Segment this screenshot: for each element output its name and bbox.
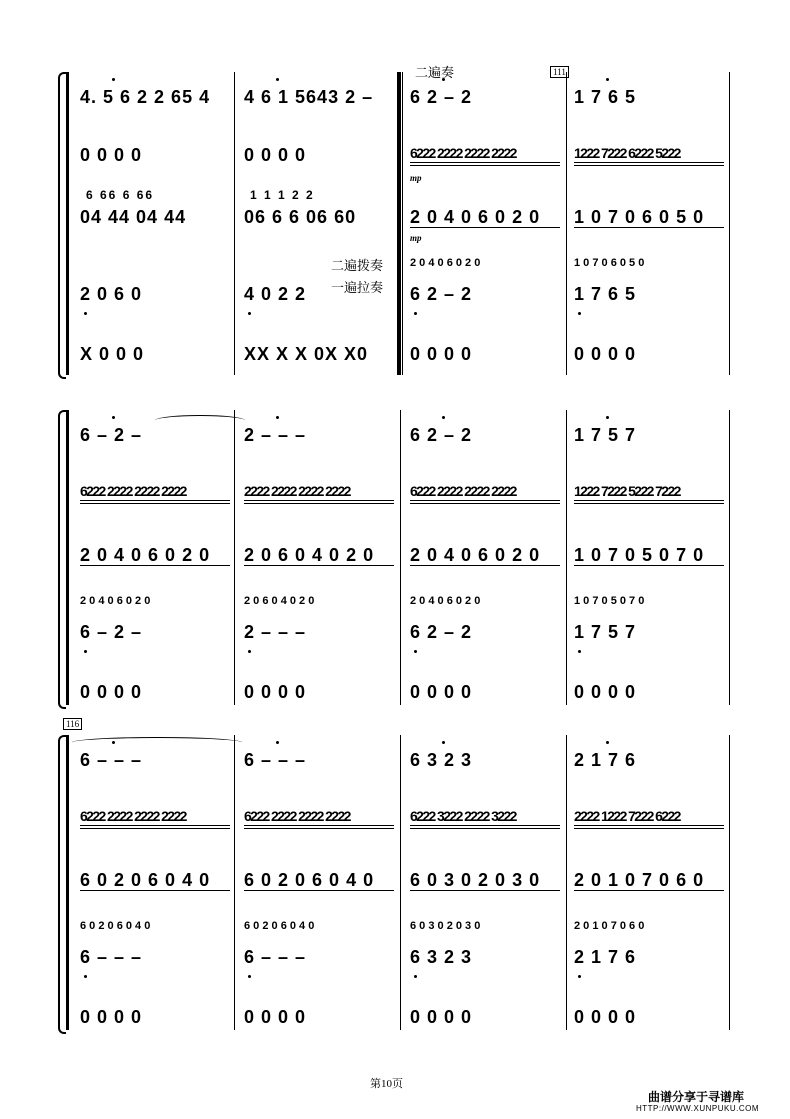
system-brace: [58, 410, 66, 709]
staff-row-4-measure-1: 2 0 4 0 6 0 2 0: [80, 595, 151, 607]
octave-dot: [112, 416, 115, 419]
system-start-barline: [66, 72, 69, 375]
octave-dot: [84, 975, 87, 978]
beam-line: [80, 500, 230, 501]
beam-line: [410, 503, 560, 504]
measure-barline: [729, 72, 730, 375]
annotation-second-time: 二遍奏: [415, 65, 455, 80]
staff-row-5-measure-1: 6 – 2 –: [80, 622, 143, 642]
system-start-barline: [66, 410, 69, 705]
staff-row-6-measure-1: 0 0 0 0: [80, 1007, 143, 1027]
beam-line: [80, 565, 230, 566]
system-brace: [58, 735, 66, 1034]
staff-row-4-measure-4: 1 0 7 0 5 0 7 0: [574, 595, 645, 607]
beam-line: [410, 227, 560, 228]
beam-line: [574, 565, 724, 566]
octave-dot: [442, 416, 445, 419]
annotation-second-pizz: 二遍拨奏: [331, 258, 384, 273]
staff-row-4-measure-3: 2 0 4 0 6 0 2 0: [410, 595, 481, 607]
beam-line: [244, 503, 394, 504]
staff-row-5-measure-1: 2 0 6 0: [80, 284, 143, 304]
octave-dot: [606, 741, 609, 744]
staff-row-6-measure-2: 0 0 0 0: [244, 682, 307, 702]
staff-row-4-measure-1: 6 0 2 0 6 0 4 0: [80, 920, 151, 932]
octave-dot: [276, 78, 279, 81]
staff-row-6-measure-4: 0 0 0 0: [574, 682, 637, 702]
beam-line: [244, 890, 394, 891]
staff-row-5-measure-4: 1 7 6 5: [574, 284, 637, 304]
staff-row-2-measure-1: 0 0 0 0: [80, 145, 143, 165]
staff-row-4-measure-2: 2 0 6 0 4 0 2 0: [244, 595, 315, 607]
measure-barline: [400, 735, 401, 1030]
staff-row-5-measure-4: 2 1 7 6: [574, 947, 637, 967]
staff-row-1-measure-3: 6 2 – 2: [410, 425, 473, 445]
staff-row-2-measure-4: 1222 7222 5222 7222: [574, 483, 680, 499]
staff-row-6-measure-1: X 0 0 0: [80, 344, 145, 364]
staff-row-3-measure-1: 04 44 04 44: [80, 207, 187, 227]
watermark-url: HTTP://WWW.XUNPUKU.COM: [636, 1104, 759, 1113]
page-footer: 第10页: [370, 1078, 403, 1090]
beam-line: [80, 890, 230, 891]
beam-line: [410, 162, 560, 163]
octave-dot: [248, 975, 251, 978]
octave-dot: [414, 650, 417, 653]
octave-dot: [276, 416, 279, 419]
staff-row-1-measure-2: 4 6 1 5643 2 –: [244, 87, 374, 107]
octave-dot: [578, 312, 581, 315]
staff-row-3-measure-1: 2 0 4 0 6 0 2 0: [80, 545, 211, 565]
staff-row-3-measure-4: 2 0 1 0 7 0 6 0: [574, 870, 705, 890]
octave-dot: [606, 78, 609, 81]
staff-row-3-measure-2: 06 6 6 06 60: [244, 207, 357, 227]
staff-row-3-measure-3: 2 0 4 0 6 0 2 0: [410, 545, 541, 565]
staff-row-2-measure-2: 2222 2222 2222 2222: [244, 483, 350, 499]
staff-row-2-measure-4: 1222 7222 6222 5222: [574, 145, 680, 161]
staff-row-1-measure-1: 4. 5 6 2 2 65 4: [80, 87, 211, 107]
watermark-title: 曲谱分享于寻谱库: [648, 1090, 745, 1104]
beam-line: [410, 825, 560, 826]
octave-dot: [248, 650, 251, 653]
octave-dot: [276, 741, 279, 744]
octave-dot: [414, 975, 417, 978]
measure-barline: [729, 735, 730, 1030]
staff-row-6-measure-1: 0 0 0 0: [80, 682, 143, 702]
staff-row-1-measure-4: 1 7 5 7: [574, 425, 637, 445]
octave-dot: [84, 650, 87, 653]
beam-line: [574, 500, 724, 501]
staff-row-2-measure-1: 6222 2222 2222 2222: [80, 483, 186, 499]
measure-barline: [566, 735, 567, 1030]
staff-row-5-measure-2: 6 – – –: [244, 947, 307, 967]
upper-chord-notes-measure-1: 6 66 6 66: [86, 188, 155, 202]
staff-row-2-measure-3: 6222 2222 2222 2222: [410, 483, 516, 499]
staff-row-3-measure-3: 2 0 4 0 6 0 2 0: [410, 207, 541, 227]
repeat-barline-thin: [402, 72, 403, 375]
measure-barline: [400, 410, 401, 705]
staff-row-4-measure-4: 1 0 7 0 6 0 5 0: [574, 257, 645, 269]
staff-row-2-measure-1: 6222 2222 2222 2222: [80, 808, 186, 824]
staff-row-6-measure-4: 0 0 0 0: [574, 344, 637, 364]
beam-line: [80, 503, 230, 504]
measure-barline: [729, 410, 730, 705]
beam-line: [80, 828, 230, 829]
beam-line: [574, 825, 724, 826]
staff-row-1-measure-4: 2 1 7 6: [574, 750, 637, 770]
staff-row-5-measure-3: 6 3 2 3: [410, 947, 473, 967]
upper-chord-notes-measure-2: 1 1 1 2 2: [250, 188, 315, 202]
octave-dot: [442, 741, 445, 744]
beam-line: [410, 828, 560, 829]
staff-row-1-measure-3: 6 3 2 3: [410, 750, 473, 770]
staff-row-1-measure-1: 6 – – –: [80, 750, 143, 770]
staff-row-4-measure-2: 6 0 2 0 6 0 4 0: [244, 920, 315, 932]
beam-line: [410, 565, 560, 566]
measure-barline: [566, 72, 567, 375]
measure-barline: [234, 735, 235, 1030]
staff-row-2-measure-3: 6222 2222 2222 2222: [410, 145, 516, 161]
staff-row-2-measure-2: 0 0 0 0: [244, 145, 307, 165]
staff-row-5-measure-3: 6 2 – 2: [410, 622, 473, 642]
staff-row-6-measure-2: 0 0 0 0: [244, 1007, 307, 1027]
octave-dot: [84, 312, 87, 315]
rehearsal-mark-111: 111: [550, 66, 569, 78]
staff-row-2-measure-4: 2222 1222 7222 6222: [574, 808, 680, 824]
beam-line: [574, 503, 724, 504]
beam-line: [574, 890, 724, 891]
staff-row-3-measure-3: 6 0 3 0 2 0 3 0: [410, 870, 541, 890]
staff-row-1-measure-2: 2 – – –: [244, 425, 307, 445]
beam-line: [410, 500, 560, 501]
beam-line: [244, 828, 394, 829]
octave-dot: [606, 416, 609, 419]
beam-line: [244, 565, 394, 566]
octave-dot: [578, 975, 581, 978]
staff-row-3-measure-4: 1 0 7 0 6 0 5 0: [574, 207, 705, 227]
staff-row-6-measure-2: XX X X 0X X0: [244, 344, 369, 364]
measure-barline: [234, 410, 235, 705]
dynamic-mp-1: mp: [410, 173, 422, 183]
staff-row-5-measure-3: 6 2 – 2: [410, 284, 473, 304]
beam-line: [574, 828, 724, 829]
staff-row-6-measure-3: 0 0 0 0: [410, 1007, 473, 1027]
staff-row-3-measure-4: 1 0 7 0 5 0 7 0: [574, 545, 705, 565]
staff-row-6-measure-4: 0 0 0 0: [574, 1007, 637, 1027]
tie-arc: [72, 737, 242, 748]
staff-row-6-measure-3: 0 0 0 0: [410, 344, 473, 364]
beam-line: [244, 825, 394, 826]
beam-line: [574, 165, 724, 166]
staff-row-5-measure-2: 2 – – –: [244, 622, 307, 642]
octave-dot: [414, 312, 417, 315]
measure-barline: [234, 72, 235, 375]
rehearsal-mark-116: 116: [63, 718, 82, 730]
staff-row-6-measure-3: 0 0 0 0: [410, 682, 473, 702]
octave-dot: [248, 312, 251, 315]
dynamic-mp-2: mp: [410, 233, 422, 243]
tie-arc: [155, 415, 245, 426]
staff-row-4-measure-3: 6 0 3 0 2 0 3 0: [410, 920, 481, 932]
measure-barline: [400, 72, 401, 375]
octave-dot: [578, 650, 581, 653]
staff-row-5-measure-2: 4 0 2 2: [244, 284, 307, 304]
staff-row-1-measure-3: 6 2 – 2: [410, 87, 473, 107]
staff-row-3-measure-2: 6 0 2 0 6 0 4 0: [244, 870, 375, 890]
octave-dot: [112, 78, 115, 81]
annotation-first-arco: 一遍拉奏: [331, 280, 384, 295]
staff-row-2-measure-3: 6222 3222 2222 3222: [410, 808, 516, 824]
beam-line: [80, 825, 230, 826]
staff-row-4-measure-4: 2 0 1 0 7 0 6 0: [574, 920, 645, 932]
beam-line: [244, 500, 394, 501]
beam-line: [574, 227, 724, 228]
staff-row-3-measure-1: 6 0 2 0 6 0 4 0: [80, 870, 211, 890]
staff-row-4-measure-3: 2 0 4 0 6 0 2 0: [410, 257, 481, 269]
staff-row-1-measure-4: 1 7 6 5: [574, 87, 637, 107]
repeat-barline-thick: [397, 72, 400, 375]
staff-row-1-measure-1: 6 – 2 –: [80, 425, 143, 445]
staff-row-2-measure-2: 6222 2222 2222 2222: [244, 808, 350, 824]
staff-row-5-measure-4: 1 7 5 7: [574, 622, 637, 642]
beam-line: [574, 162, 724, 163]
measure-barline: [566, 410, 567, 705]
system-brace: [58, 72, 66, 379]
staff-row-1-measure-2: 6 – – –: [244, 750, 307, 770]
beam-line: [410, 165, 560, 166]
system-start-barline: [66, 735, 69, 1030]
staff-row-5-measure-1: 6 – – –: [80, 947, 143, 967]
beam-line: [410, 890, 560, 891]
staff-row-3-measure-2: 2 0 6 0 4 0 2 0: [244, 545, 375, 565]
